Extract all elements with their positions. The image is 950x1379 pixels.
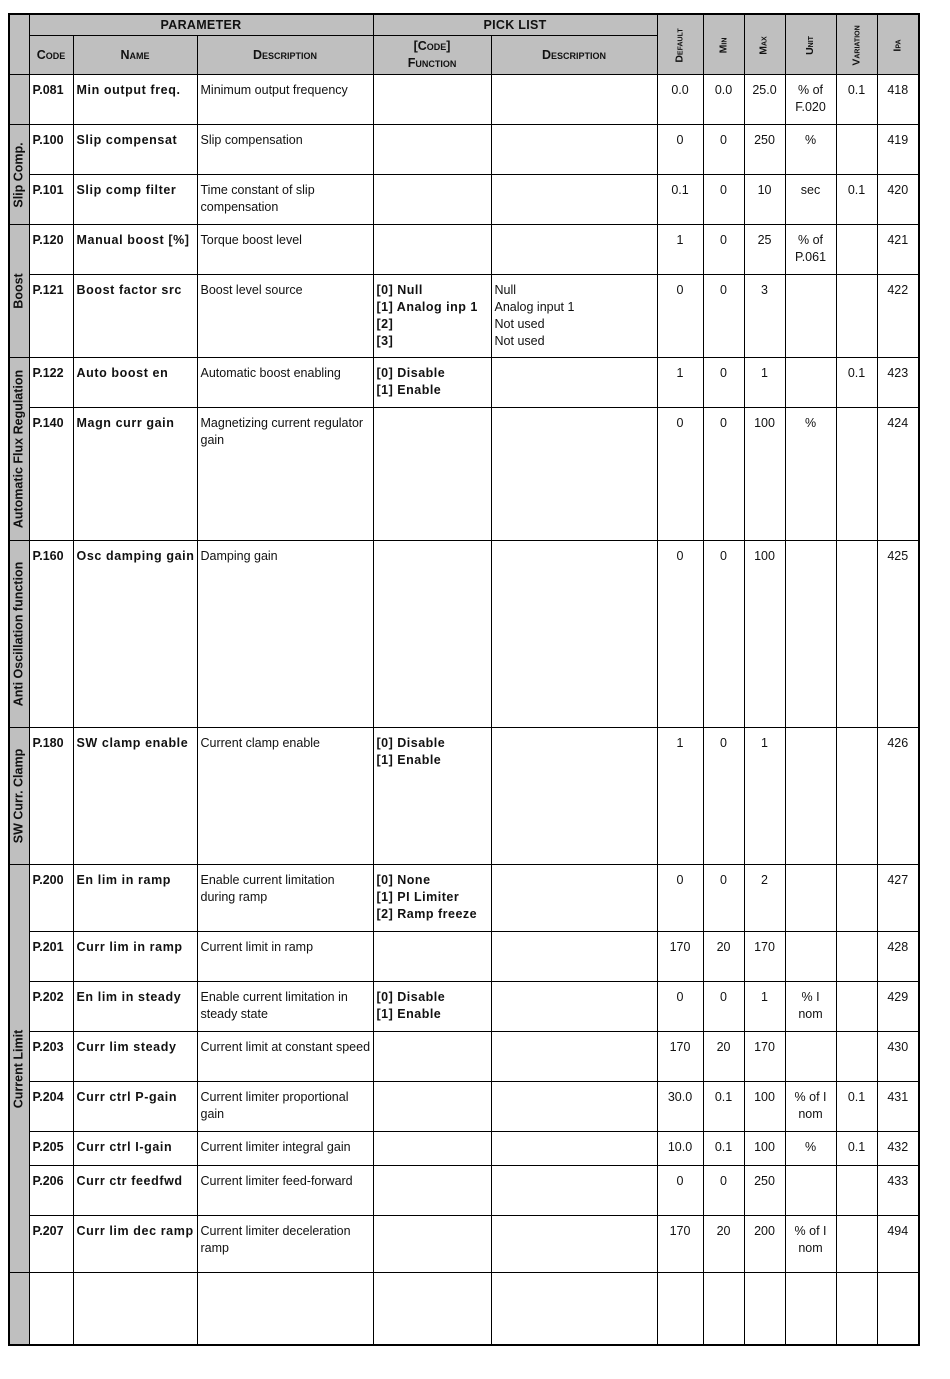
max-cell: 1: [744, 358, 785, 408]
variation-header: Variation: [836, 14, 877, 75]
table-row: [9, 1082, 919, 1132]
default-cell: 0.1: [657, 175, 703, 225]
pick-description-cell: [491, 225, 657, 275]
max-cell: 170: [744, 1032, 785, 1082]
pick-function-cell: [373, 125, 491, 175]
code-cell: P.160: [29, 541, 73, 728]
pick-function-cell-line: [0] Disable: [376, 990, 446, 1004]
min-cell: 20: [703, 932, 744, 982]
name-cell: Auto boost en: [73, 358, 197, 408]
variation-cell: [836, 1216, 877, 1273]
group-label-slip-comp: [9, 125, 29, 225]
pick-function-cell-line: [3]: [376, 334, 394, 348]
default-cell: 0: [657, 982, 703, 1032]
empty-cell: [197, 1273, 373, 1345]
pick-function-cell-line: [0] Disable: [376, 366, 446, 380]
table-row: [9, 1032, 919, 1082]
ipa-cell: 425: [877, 541, 919, 728]
table-row: [9, 75, 919, 125]
pick-function-cell-line: [1] PI Limiter: [376, 890, 460, 904]
min-cell: 0.0: [703, 75, 744, 125]
unit-cell-line: % of: [798, 83, 824, 97]
min-header: Min: [703, 14, 744, 75]
max-cell: 250: [744, 125, 785, 175]
pick-function-cell-line: [2]: [376, 317, 394, 331]
max-cell: 100: [744, 1082, 785, 1132]
variation-cell: [836, 275, 877, 358]
name-cell: En lim in steady: [73, 982, 197, 1032]
pick-description-cell: [491, 1032, 657, 1082]
unit-cell-line: P.061: [794, 250, 827, 264]
unit-cell: [785, 175, 836, 225]
pick-function-cell: [373, 1166, 491, 1216]
variation-cell: [836, 541, 877, 728]
description-cell: Current limiter feed-forward: [197, 1166, 373, 1216]
table-row: [9, 932, 919, 982]
pick-function-cell-line: [2] Ramp freeze: [376, 907, 478, 921]
ipa-cell: 423: [877, 358, 919, 408]
default-cell: 0: [657, 125, 703, 175]
ipa-cell: 418: [877, 75, 919, 125]
default-header: Default: [657, 14, 703, 75]
min-cell: 0: [703, 408, 744, 541]
parameter-group-header: PARAMETER: [29, 14, 373, 36]
empty-cell: [373, 1273, 491, 1345]
name-cell: Curr lim dec ramp: [73, 1216, 197, 1273]
pick-description-cell-line: Analog input 1: [494, 300, 575, 314]
min-cell: 0: [703, 865, 744, 932]
variation-cell: [836, 728, 877, 865]
ipa-cell: 422: [877, 275, 919, 358]
group-label-text: Automatic Flux Regulation: [11, 369, 26, 529]
default-cell: 0: [657, 865, 703, 932]
min-cell: 0: [703, 728, 744, 865]
variation-cell: 0.1: [836, 1132, 877, 1166]
unit-cell-line: %: [804, 133, 817, 147]
default-cell: 170: [657, 932, 703, 982]
description-cell: Minimum output frequency: [197, 75, 373, 125]
pick-function-cell: [373, 1032, 491, 1082]
group-label-text: Boost: [11, 273, 26, 309]
variation-cell: [836, 865, 877, 932]
default-cell: 1: [657, 728, 703, 865]
name-cell: Curr lim steady: [73, 1032, 197, 1082]
pick-description-cell: [491, 358, 657, 408]
unit-cell-line: % I: [801, 990, 820, 1004]
unit-cell-line: %: [804, 416, 817, 430]
unit-cell-line: nom: [798, 1007, 823, 1021]
pick-description-cell: [491, 982, 657, 1032]
unit-cell-line: % of: [798, 233, 824, 247]
unit-cell: [785, 1216, 836, 1273]
empty-cell: [29, 1273, 73, 1345]
variation-cell: 0.1: [836, 175, 877, 225]
ipa-cell: 419: [877, 125, 919, 175]
max-cell: 1: [744, 982, 785, 1032]
unit-cell: [785, 1166, 836, 1216]
pick-function-cell-line: [1] Analog inp 1: [376, 300, 478, 314]
pick-function-cell: [373, 541, 491, 728]
max-cell: 3: [744, 275, 785, 358]
name-cell: Min output freq.: [73, 75, 197, 125]
pick-description-cell: [491, 275, 657, 358]
description-cell: Slip compensation: [197, 125, 373, 175]
pick-description-cell-line: Not used: [494, 334, 545, 348]
group-label-sw-clamp: [9, 728, 29, 865]
code-cell: P.201: [29, 932, 73, 982]
group-label-text: SW Curr. Clamp: [11, 748, 26, 844]
description-cell: Magnetizing current regulator gain: [197, 408, 373, 541]
group-label-text: Slip Comp.: [11, 141, 26, 208]
max-cell: 250: [744, 1166, 785, 1216]
description-cell: Enable current limitation in steady state: [197, 982, 373, 1032]
unit-cell: [785, 75, 836, 125]
pick-function-cell: [373, 982, 491, 1032]
empty-cell: [657, 1273, 703, 1345]
name-cell: Curr lim in ramp: [73, 932, 197, 982]
ipa-cell: 428: [877, 932, 919, 982]
table-row: [9, 728, 919, 865]
unit-cell: [785, 225, 836, 275]
ipa-cell: 424: [877, 408, 919, 541]
default-cell: 0: [657, 1166, 703, 1216]
name-cell: Curr ctrl P-gain: [73, 1082, 197, 1132]
code-cell: P.100: [29, 125, 73, 175]
pick-description-cell: [491, 1132, 657, 1166]
pick-function-cell: [373, 225, 491, 275]
group-label-current-limit: [9, 865, 29, 1273]
code-cell: P.180: [29, 728, 73, 865]
pick-function-cell: [373, 75, 491, 125]
variation-cell: 0.1: [836, 1082, 877, 1132]
pick-function-cell-line: [0] Disable: [376, 736, 446, 750]
variation-cell: [836, 225, 877, 275]
min-cell: 20: [703, 1032, 744, 1082]
min-cell: 0.1: [703, 1082, 744, 1132]
table-row: [9, 175, 919, 225]
description-cell: Enable current limitation during ramp: [197, 865, 373, 932]
code-cell: P.204: [29, 1082, 73, 1132]
pick-function-cell-line: [0] Null: [376, 283, 423, 297]
default-cell: 30.0: [657, 1082, 703, 1132]
pick-function-cell: [373, 865, 491, 932]
empty-cell: [491, 1273, 657, 1345]
max-cell: 2: [744, 865, 785, 932]
description-cell: Current limit at constant speed: [197, 1032, 373, 1082]
code-cell: P.206: [29, 1166, 73, 1216]
pick-function-cell: [373, 1216, 491, 1273]
min-cell: 0: [703, 541, 744, 728]
empty-cell: [73, 1273, 197, 1345]
pick-description-cell: [491, 541, 657, 728]
max-cell: 170: [744, 932, 785, 982]
group-label-boost: [9, 225, 29, 358]
pick-function-cell: [373, 728, 491, 865]
unit-header: Unit: [785, 14, 836, 75]
min-cell: 0: [703, 275, 744, 358]
group-label-text: Anti Oscillation function: [11, 561, 26, 707]
code-cell: P.121: [29, 275, 73, 358]
ipa-cell: 429: [877, 982, 919, 1032]
min-cell: 0.1: [703, 1132, 744, 1166]
ipa-cell: 427: [877, 865, 919, 932]
unit-cell: [785, 932, 836, 982]
unit-cell: [785, 1132, 836, 1166]
max-cell: 200: [744, 1216, 785, 1273]
unit-cell: [785, 358, 836, 408]
default-cell: 170: [657, 1032, 703, 1082]
name-cell: Slip comp filter: [73, 175, 197, 225]
group-label-text: Current Limit: [11, 1029, 26, 1108]
code-cell: P.202: [29, 982, 73, 1032]
ipa-cell: 494: [877, 1216, 919, 1273]
table-row: [9, 865, 919, 932]
ipa-cell: 430: [877, 1032, 919, 1082]
code-cell: P.122: [29, 358, 73, 408]
default-cell: 1: [657, 225, 703, 275]
name-cell: En lim in ramp: [73, 865, 197, 932]
table-row: [9, 225, 919, 275]
pick-description-cell: [491, 728, 657, 865]
name-cell: Magn curr gain: [73, 408, 197, 541]
name-cell: Slip compensat: [73, 125, 197, 175]
description-cell: Current limiter proportional gain: [197, 1082, 373, 1132]
pick-description-cell-line: Not used: [494, 317, 545, 331]
unit-cell-line: nom: [798, 1241, 823, 1255]
ipa-cell: 420: [877, 175, 919, 225]
variation-cell: [836, 408, 877, 541]
pick-function-cell-line: [1] Enable: [376, 1007, 442, 1021]
min-cell: 0: [703, 125, 744, 175]
table-row: [9, 541, 919, 728]
max-cell: 25: [744, 225, 785, 275]
empty-cell: [785, 1273, 836, 1345]
variation-cell: 0.1: [836, 358, 877, 408]
table-row: [9, 358, 919, 408]
description-header: Description: [197, 36, 373, 75]
parameter-table: [8, 13, 920, 1346]
max-cell: 1: [744, 728, 785, 865]
pick-function-cell: [373, 1132, 491, 1166]
pick-function-cell: [373, 408, 491, 541]
pick-description-cell: [491, 932, 657, 982]
table-row: [9, 982, 919, 1032]
unit-cell: [785, 541, 836, 728]
empty-cell: [703, 1273, 744, 1345]
description-cell: Time constant of slip compensation: [197, 175, 373, 225]
max-header: Max: [744, 14, 785, 75]
min-cell: 0: [703, 1166, 744, 1216]
pick-description-header: Description: [491, 36, 657, 75]
empty-cell: [9, 1273, 29, 1345]
ipa-cell: 421: [877, 225, 919, 275]
pick-function-cell: [373, 275, 491, 358]
description-cell: Automatic boost enabling: [197, 358, 373, 408]
max-cell: 100: [744, 1132, 785, 1166]
pick-description-cell: [491, 1082, 657, 1132]
pick-function-cell-line: [1] Enable: [376, 383, 442, 397]
ipa-cell: 426: [877, 728, 919, 865]
table-row: [9, 1166, 919, 1216]
name-cell: SW clamp enable: [73, 728, 197, 865]
unit-cell-line: % of I: [794, 1090, 827, 1104]
unit-cell: [785, 728, 836, 865]
name-header: Name: [73, 36, 197, 75]
code-cell: P.081: [29, 75, 73, 125]
pick-description-cell: [491, 125, 657, 175]
unit-cell: [785, 275, 836, 358]
pick-description-cell: [491, 1166, 657, 1216]
default-cell: 0: [657, 275, 703, 358]
code-cell: P.140: [29, 408, 73, 541]
default-cell: 0: [657, 541, 703, 728]
default-cell: 0: [657, 408, 703, 541]
code-cell: P.101: [29, 175, 73, 225]
default-cell: 0.0: [657, 75, 703, 125]
unit-cell: [785, 982, 836, 1032]
pick-function-cell: [373, 358, 491, 408]
pick-function-cell-line: [0] None: [376, 873, 431, 887]
empty-row: [9, 1273, 919, 1345]
pick-description-cell: [491, 865, 657, 932]
max-cell: 100: [744, 408, 785, 541]
name-cell: Osc damping gain: [73, 541, 197, 728]
table-row: [9, 125, 919, 175]
max-cell: 10: [744, 175, 785, 225]
code-cell: P.120: [29, 225, 73, 275]
pick-function-cell: [373, 1082, 491, 1132]
function-header: [Code] Function: [373, 36, 491, 75]
group-label-anti-osc: [9, 541, 29, 728]
unit-cell: [785, 1032, 836, 1082]
unit-cell-line: F.020: [795, 100, 826, 114]
min-cell: 0: [703, 225, 744, 275]
min-cell: 0: [703, 982, 744, 1032]
pick-description-cell-line: Null: [494, 283, 517, 297]
description-cell: Current limit in ramp: [197, 932, 373, 982]
code-header: Code: [29, 36, 73, 75]
unit-cell: [785, 1082, 836, 1132]
unit-cell-line: % of I: [794, 1224, 827, 1238]
description-cell: Torque boost level: [197, 225, 373, 275]
group-header-cell: [9, 14, 29, 75]
pick-function-cell-line: [1] Enable: [376, 753, 442, 767]
variation-cell: [836, 1032, 877, 1082]
empty-cell: [877, 1273, 919, 1345]
code-cell: P.205: [29, 1132, 73, 1166]
pick-function-cell: [373, 175, 491, 225]
group-label-auto-flux: [9, 358, 29, 541]
default-cell: 1: [657, 358, 703, 408]
unit-cell: [785, 865, 836, 932]
variation-cell: [836, 982, 877, 1032]
code-cell: P.207: [29, 1216, 73, 1273]
default-cell: 10.0: [657, 1132, 703, 1166]
pick-list-group-header: PICK LIST: [373, 14, 657, 36]
table-row: [9, 1132, 919, 1166]
variation-cell: [836, 932, 877, 982]
description-cell: Damping gain: [197, 541, 373, 728]
ipa-cell: 433: [877, 1166, 919, 1216]
name-cell: Curr ctrl I-gain: [73, 1132, 197, 1166]
name-cell: Manual boost [%]: [73, 225, 197, 275]
name-cell: Boost factor src: [73, 275, 197, 358]
description-cell: Current clamp enable: [197, 728, 373, 865]
ipa-cell: 432: [877, 1132, 919, 1166]
pick-description-cell: [491, 175, 657, 225]
variation-cell: [836, 1166, 877, 1216]
description-cell: Current limiter deceleration ramp: [197, 1216, 373, 1273]
unit-cell-line: nom: [798, 1107, 823, 1121]
table-row: [9, 408, 919, 541]
pick-description-cell: [491, 408, 657, 541]
pick-description-cell: [491, 1216, 657, 1273]
max-cell: 100: [744, 541, 785, 728]
table-row: [9, 1216, 919, 1273]
pick-function-cell: [373, 932, 491, 982]
empty-cell: [836, 1273, 877, 1345]
unit-cell-line: %: [804, 1140, 817, 1154]
name-cell: Curr ctr feedfwd: [73, 1166, 197, 1216]
variation-cell: [836, 125, 877, 175]
min-cell: 0: [703, 358, 744, 408]
ipa-header: Ipa: [877, 14, 919, 75]
min-cell: 0: [703, 175, 744, 225]
pick-description-cell: [491, 75, 657, 125]
unit-cell: [785, 125, 836, 175]
description-cell: Boost level source: [197, 275, 373, 358]
code-cell: P.200: [29, 865, 73, 932]
empty-cell: [744, 1273, 785, 1345]
max-cell: 25.0: [744, 75, 785, 125]
unit-cell: [785, 408, 836, 541]
variation-cell: 0.1: [836, 75, 877, 125]
default-cell: 170: [657, 1216, 703, 1273]
unit-cell-line: sec: [800, 183, 821, 197]
min-cell: 20: [703, 1216, 744, 1273]
description-cell: Current limiter integral gain: [197, 1132, 373, 1166]
group-label-empty: [9, 75, 29, 125]
table-row: [9, 275, 919, 358]
ipa-cell: 431: [877, 1082, 919, 1132]
code-cell: P.203: [29, 1032, 73, 1082]
